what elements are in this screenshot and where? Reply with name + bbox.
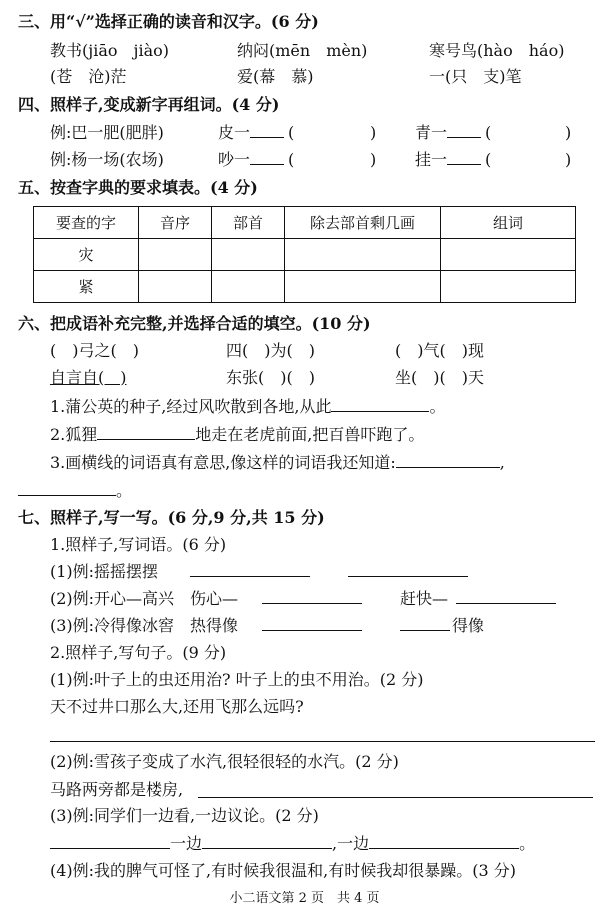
s4-q2-open: ( bbox=[485, 123, 492, 142]
idiom-4: 自言自( ) bbox=[50, 368, 127, 387]
page-footer: 小二语文第 2 页 共 4 页 bbox=[229, 891, 380, 906]
s4-q3-open: ( bbox=[288, 150, 295, 169]
s3-item-2: 纳闷(mēn mèn) bbox=[237, 41, 368, 60]
s7-e2b: 赶快— bbox=[400, 589, 449, 608]
section-5-title: 五、按查字典的要求填表。(4 分) bbox=[18, 178, 258, 197]
s4-q1-open: ( bbox=[288, 123, 295, 142]
section-3-title: 三、用“√”选择正确的读音和汉字。(6 分) bbox=[18, 12, 319, 31]
idiom-1: ( )弓之( ) bbox=[50, 341, 139, 360]
table-header: 音序 bbox=[139, 207, 212, 239]
table-header-row bbox=[34, 207, 576, 239]
s4-q2-blank[interactable] bbox=[447, 123, 481, 138]
table-row bbox=[34, 271, 576, 303]
table-cell-blank[interactable] bbox=[285, 271, 441, 303]
table-header: 部首 bbox=[212, 207, 285, 239]
s3-item-4: (苍 沧)茫 bbox=[50, 67, 127, 86]
s4-q3-label: 吵一 bbox=[218, 150, 251, 169]
s7-s3-blank-2[interactable] bbox=[202, 834, 332, 849]
s7-e1: (1)例:摇摇摆摆 bbox=[50, 562, 159, 581]
s7-s3c: 。 bbox=[519, 834, 536, 853]
s7-e2-blank-2[interactable] bbox=[456, 589, 556, 604]
s4-example-1: 例:巴一肥(肥胖) bbox=[50, 123, 164, 142]
s3-item-1: 教书(jiāo jiào) bbox=[50, 41, 169, 60]
s4-example-2: 例:杨一场(农场) bbox=[50, 150, 164, 169]
fill-q3-blank-1[interactable] bbox=[396, 453, 500, 468]
s3-item-6: 一(只 支)笔 bbox=[429, 67, 522, 86]
s7-e3a: (3)例:冷得像冰窖 热得像 bbox=[50, 616, 239, 635]
table-cell-blank[interactable] bbox=[212, 239, 285, 271]
s7-s1: (1)例:叶子上的虫还用治? 叶子上的虫不用治。(2 分) bbox=[50, 670, 424, 689]
s7-e1-blank-2[interactable] bbox=[348, 562, 468, 577]
fill-q3-blank-2[interactable] bbox=[18, 481, 116, 496]
s7-e2-blank-1[interactable] bbox=[262, 589, 362, 604]
s7-s1-question: 天不过井口那么大,还用飞那么远吗? bbox=[50, 697, 304, 716]
s7-e1-blank-1[interactable] bbox=[190, 562, 310, 577]
idiom-5: 东张( )( ) bbox=[226, 368, 315, 387]
s7-part-1: 1.照样子,写词语。(6 分) bbox=[50, 535, 227, 554]
fill-q2-blank[interactable] bbox=[97, 425, 195, 440]
fill-q2b: 地走在老虎前面,把百兽吓跑了。 bbox=[195, 425, 425, 444]
s7-s3b: ,一边 bbox=[332, 834, 370, 853]
dictionary-table bbox=[33, 206, 576, 303]
s4-q1-close: ) bbox=[370, 123, 377, 142]
fill-q3-end: 。 bbox=[116, 481, 133, 500]
s7-s3: (3)例:同学们一边看,一边议论。(2 分) bbox=[50, 806, 319, 825]
s7-s3a: 一边 bbox=[170, 834, 203, 853]
s4-q4-open: ( bbox=[485, 150, 492, 169]
table-cell-blank[interactable] bbox=[139, 271, 212, 303]
s3-item-5: 爱(幕 慕) bbox=[237, 67, 314, 86]
fill-q2a: 2.狐狸 bbox=[50, 425, 98, 444]
table-row bbox=[34, 239, 576, 271]
table-header: 要查的字 bbox=[34, 207, 139, 239]
table-cell-blank[interactable] bbox=[441, 239, 576, 271]
s3-item-3: 寒号鸟(hào háo) bbox=[429, 41, 565, 60]
idiom-3: ( )气( )现 bbox=[395, 341, 484, 360]
idiom-2: 四( )为( ) bbox=[226, 341, 315, 360]
table-cell-blank[interactable] bbox=[212, 271, 285, 303]
fill-q1: 1.蒲公英的种子,经过风吹散到各地,从此 bbox=[50, 397, 332, 416]
table-cell-char: 紧 bbox=[34, 271, 139, 303]
s4-q4-close: ) bbox=[565, 150, 572, 169]
table-cell-blank[interactable] bbox=[139, 239, 212, 271]
section-7-title: 七、照样子,写一写。(6 分,9 分,共 15 分) bbox=[18, 508, 325, 527]
s4-q2-close: ) bbox=[565, 123, 572, 142]
s7-s2-question: 马路两旁都是楼房, bbox=[50, 780, 184, 799]
s4-q4-blank[interactable] bbox=[447, 150, 481, 165]
s4-q2-label: 青一 bbox=[415, 123, 448, 142]
s4-q1-blank[interactable] bbox=[250, 123, 284, 138]
s4-q3-blank[interactable] bbox=[250, 150, 284, 165]
s7-s2-answer-line[interactable] bbox=[198, 796, 593, 798]
table-cell-char: 灾 bbox=[34, 239, 139, 271]
s4-q4-label: 挂一 bbox=[415, 150, 448, 169]
s7-e2a: (2)例:开心—高兴 伤心— bbox=[50, 589, 239, 608]
idiom-6: 坐( )( )天 bbox=[395, 368, 484, 387]
table-cell-blank[interactable] bbox=[441, 271, 576, 303]
s7-s3-blank-3[interactable] bbox=[369, 834, 519, 849]
fill-q3: 3.画横线的词语真有意思,像这样的词语我还知道: bbox=[50, 453, 396, 472]
s7-e3-blank-2[interactable] bbox=[400, 616, 450, 631]
s7-s1-answer-line[interactable] bbox=[50, 740, 595, 742]
s4-q3-close: ) bbox=[370, 150, 377, 169]
fill-q1-blank[interactable] bbox=[331, 397, 429, 412]
table-header: 除去部首剩几画 bbox=[285, 207, 441, 239]
section-6-title: 六、把成语补充完整,并选择合适的填空。(10 分) bbox=[18, 314, 371, 333]
s7-e3-blank-1[interactable] bbox=[262, 616, 362, 631]
s7-s4: (4)例:我的脾气可怪了,有时候我很温和,有时候我却很暴躁。(3 分) bbox=[50, 861, 516, 880]
s7-s2: (2)例:雪孩子变成了水汽,很轻很轻的水汽。(2 分) bbox=[50, 752, 399, 771]
section-4-title: 四、照样子,变成新字再组词。(4 分) bbox=[18, 95, 280, 114]
s7-e3b: 得像 bbox=[452, 616, 485, 635]
table-cell-blank[interactable] bbox=[285, 239, 441, 271]
s7-part-2: 2.照样子,写句子。(9 分) bbox=[50, 643, 227, 662]
s7-s3-blank-1[interactable] bbox=[50, 834, 170, 849]
s4-q1-label: 皮一 bbox=[218, 123, 251, 142]
table-header: 组词 bbox=[441, 207, 576, 239]
